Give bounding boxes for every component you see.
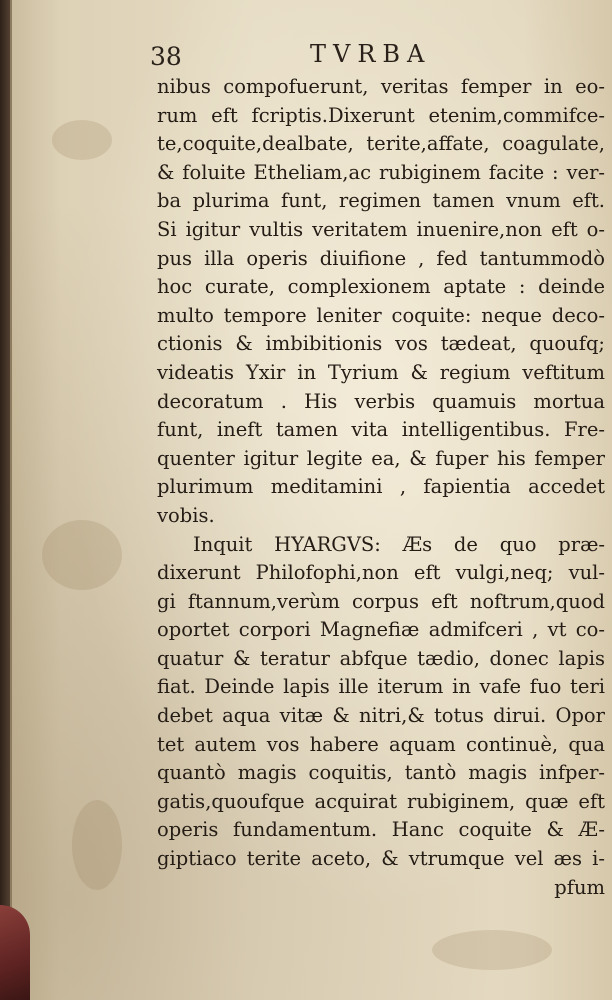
paper-stain: [42, 520, 122, 590]
text-line: ctionis & imbibitionis vos tædeat, quoufq;: [157, 332, 605, 356]
text-line: operis fundamentum. Hanc coquite & Æ-: [157, 818, 605, 842]
paper-stain: [72, 800, 122, 890]
text-line: ba plurima funt, regimen tamen vnum eft.: [157, 189, 605, 213]
text-line: vobis.: [157, 503, 215, 527]
paragraph-start-line: Inquit HYARGVS: Æs de quo præ-: [193, 532, 605, 556]
paper-stain: [432, 930, 552, 970]
text-line: giptiaco terite aceto, & vtrumque vel æs i-: [157, 847, 605, 871]
text-line: oportet corpori Magnefiæ admifceri , vt co-: [157, 618, 605, 642]
text-line: nibus compofuerunt, veritas femper in eo-: [157, 75, 605, 98]
text-line: Si igitur vultis veritatem inuenire,non eft o-: [157, 217, 605, 241]
text-line: funt, ineft tamen vita intelligentibus. Fre-: [157, 418, 605, 442]
text-line: plurimum meditamini , fapientia accedet: [157, 475, 605, 499]
text-line: & foluite Etheliam,ac rubiginem facite : ver-: [157, 160, 605, 184]
running-title: TVRBA: [310, 40, 432, 68]
text-line: rum eft fcriptis.Dixerunt etenim,commifce-: [157, 103, 605, 127]
text-line: videatis Yxir in Tyrium & regium veftitum: [157, 360, 605, 384]
page-number: 38: [150, 42, 182, 71]
text-line: quatur & teratur abfque tædio, donec lapis: [157, 646, 605, 670]
text-line: gi ftannum,verùm corpus eft noftrum,quod: [157, 589, 605, 613]
text-line: quantò magis coquitis, tantò magis infper-: [157, 761, 605, 785]
text-line: hoc curate, complexionem aptate : deinde: [157, 275, 605, 299]
text-line: tet autem vos habere aquam continuè, qua: [157, 732, 605, 756]
text-line: multo tempore leniter coquite: neque deco-: [157, 303, 605, 327]
running-head: [150, 40, 610, 74]
text-line: dixerunt Philofophi,non eft vulgi,neq; vul-: [157, 561, 605, 585]
text-line: decoratum . His verbis quamuis mortua: [157, 389, 605, 413]
catchword: pfum: [554, 875, 605, 899]
text-line: fiat. Deinde lapis ille iterum in vafe fuo teri: [157, 675, 605, 699]
text-line: debet aqua vitæ & nitri,& totus dirui. Opor: [157, 704, 605, 728]
text-line: quenter igitur legite ea, & fuper his femper: [157, 446, 605, 470]
paper-stain: [52, 120, 112, 160]
text-line: gatis,quoufque acquirat rubiginem, quæ eft: [157, 789, 605, 813]
book-page: [10, 0, 612, 1000]
text-line: pus illa operis diuifione , fed tantummodò: [157, 246, 605, 270]
red-cover-corner: [0, 905, 30, 1000]
text-block: [157, 73, 605, 902]
text-line: te,coquite,dealbate, terite,affate, coagulate,: [157, 132, 605, 156]
